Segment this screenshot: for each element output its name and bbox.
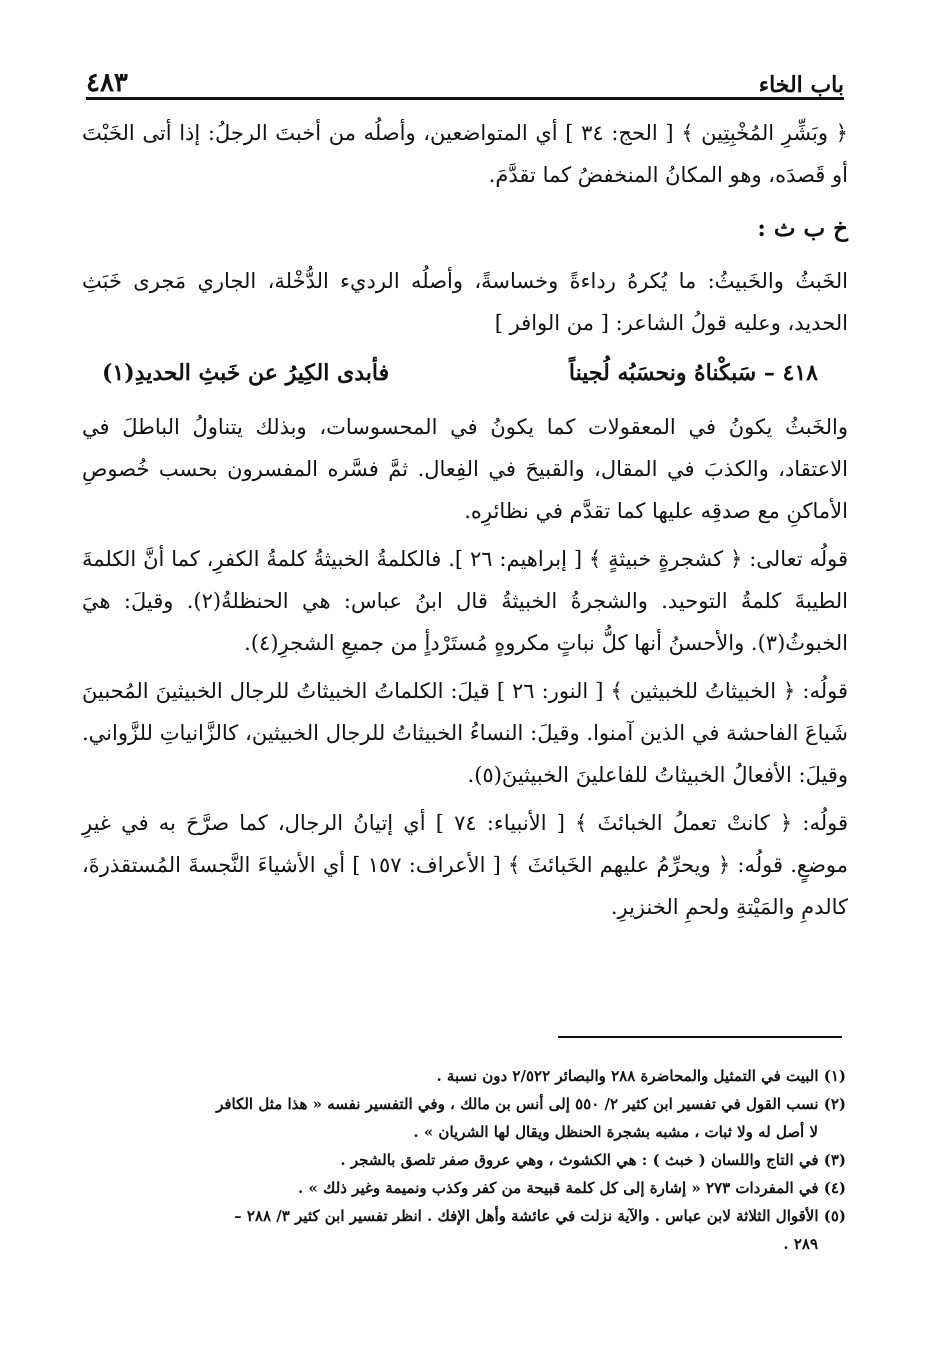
page-header (86, 58, 844, 98)
paragraph: قولُه تعالى: ﴿ كشجرةٍ خبيثةٍ ﴾ [ إبراهيم: ٢٦ ]. فالكلمةُ الخبيثةُ كلمةُ الكفرِ، كما أنَّ الكلمةَ الطيبةَ كلمةُ التوحيد. والشجرةُ الخبيثةُ قال ابنُ عباس: هي الحنظلةُ(٢). وقيلَ: هيَ الخبوثُ(٣). والأحسنُ أنها كلُّ نباتٍ مكروهٍ مُستَرْدأٍ من جميعِ الشجرِ(٤). (82, 547, 849, 655)
header-rule (86, 97, 844, 100)
chapter-title: باب الخاء (758, 72, 844, 98)
paragraph: والخَبثُ يكونُ في المعقولات كما يكونُ في المحسوسات، وبذلك يتناولُ الباطلَ في الاعتقاد، والكذبَ في المقال، والقبيحَ في الفِعال. ثمَّ فسَّره المفسرون بحسب خُصوصِ الأماكنِ مع صدقِه عليها كما تقدَّم في نظائرِه. (82, 415, 848, 523)
footnote-4: (٤) في المفردات ٢٧٣ « إشارة إلى كل كلمة قبيحة من كفر وكذب ونميمة وغير ذلك » . (298, 1179, 846, 1197)
footnotes (86, 1062, 846, 1258)
footnote-2-continued: لا أصل له ولا ثبات ، مشبه بشجرة الحنظل ويقال لها الشريان » . (413, 1123, 818, 1141)
verse-second-hemistich: فأبدى الكِيرُ عن خَبثِ الحديدِ(١) (102, 360, 390, 386)
poetry-verse (82, 350, 848, 398)
footnote-5: (٥) الأقوال الثلاثة لابن عباس . والآية نزلت في عائشة وأهل الإفك . انظر تفسير ابن كثير ٣/ ٢٨٨ – (234, 1207, 846, 1225)
footnote-3: (٣) في التاج واللسان ( خبث ) : هي الكشوث ، وهي عروق صفر تلصق بالشجر . (340, 1151, 846, 1169)
paragraph: قولُه: ﴿ كانتْ تعملُ الخبائثَ ﴾ [ الأنبياء: ٧٤ ] أي إتيانُ الرجال، كما صرَّحَ به في غيرِ موضعٍ. قولُه: ﴿ ويحرِّمُ عليهم الخَبائثَ ﴾ [ الأعراف: ١٥٧ ] أي الأشياءَ النَّجسةَ المُستقذرةَ، كالدمِ والمَيْتةِ ولحمِ الخنزيرِ. (82, 811, 849, 919)
main-text (82, 112, 848, 934)
verse-first-hemistich: ٤١٨ – سَبكْناهُ ونحسَبُه لُجيناً (568, 360, 818, 386)
footnote-5-continued: ٢٨٩ . (783, 1235, 818, 1253)
paragraph: ﴿ وبَشِّرِ المُخْبِتِين ﴾ [ الحج: ٣٤ ] أي المتواضعين، وأصلُه من أخبتَ الرجلُ: إذا أتى الخَبْتَ أو قَصدَه، وهو المكانُ المنخفضُ كما تقدَّمَ. (82, 121, 848, 187)
footnote-rule (558, 1036, 842, 1038)
footnote-1: (١) البيت في التمثيل والمحاضرة ٢٨٨ والبصائر ٢/٥٢٢ دون نسبة . (436, 1067, 846, 1085)
root-heading: خ ب ث : (757, 215, 848, 242)
paragraph: قولُه: ﴿ الخبيثاتُ للخبيثين ﴾ [ النور: ٢٦ ] قيلَ: الكلماتُ الخبيثاتُ للرجال الخبيثينَ المُحبينَ شَياعَ الفاحشة في الذين آمنوا. وقيلَ: النساءُ الخبيثاتُ للرجال الخبيثين، كالزَّانياتِ للزَّواني. وقيلَ: الأفعالُ الخبيثاتُ للفاعلينَ الخبيثينَ(٥). (82, 679, 848, 787)
paragraph: الخَبثُ والخَبيثُ: ما يُكرهُ رداءةً وخساسةً، وأصلُه الرديء الدُّخْلة، الجاري مَجرى خَبَثِ الحديد، وعليه قولُ الشاعر: [ من الوافر ] (82, 269, 848, 335)
footnote-2: (٢) نسب القول في تفسير ابن كثير ٢/ ٥٥٠ إلى أنس بن مالك ، وفي التفسير نفسه « هذا مثل الكافر (216, 1095, 846, 1113)
page-number: ٤٨٣ (86, 68, 128, 98)
